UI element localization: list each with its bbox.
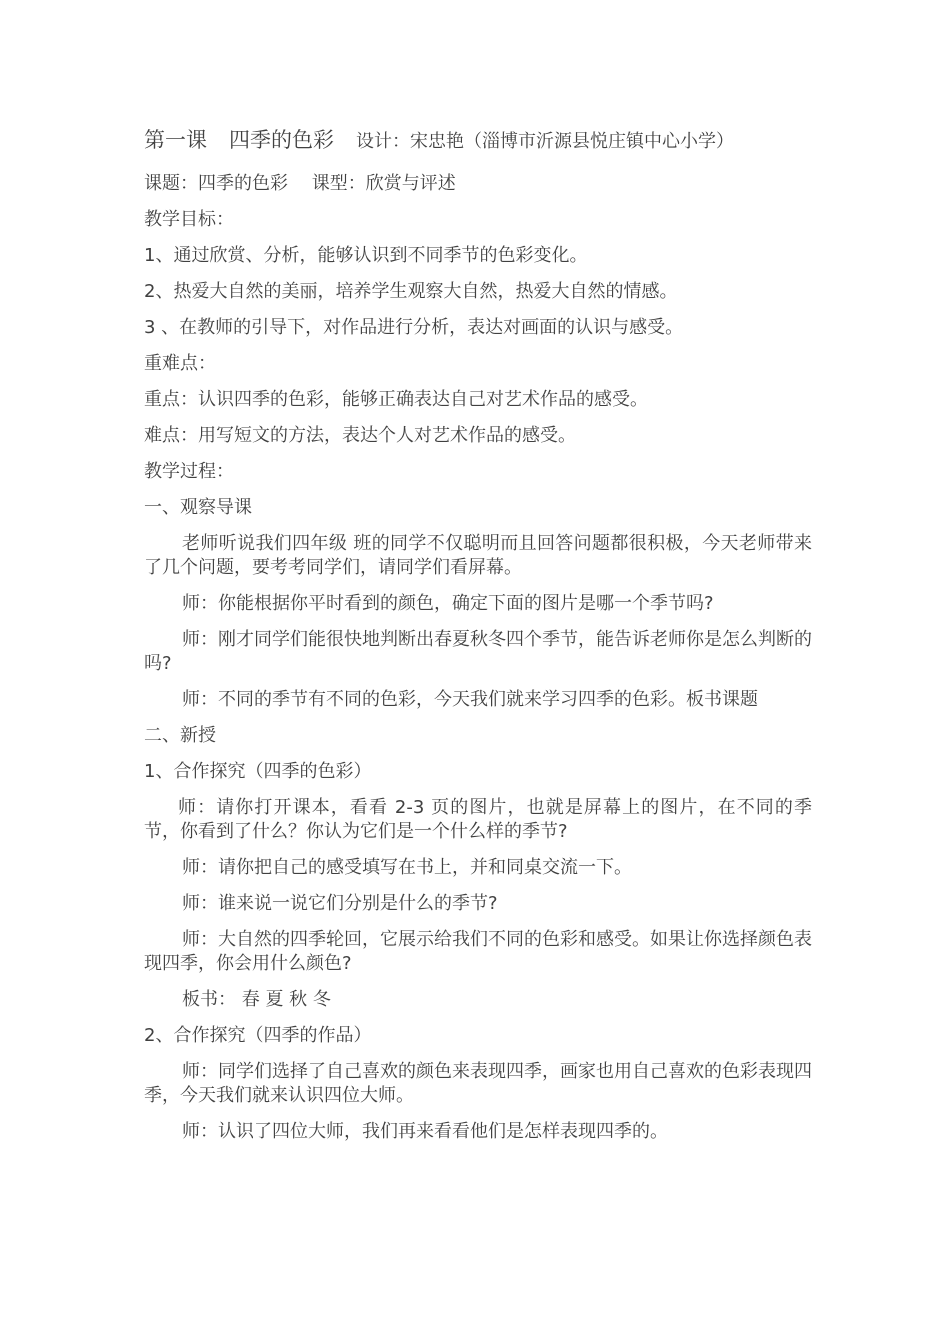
section-heading: 教学目标： (144, 209, 234, 230)
designer-credit: 设计：宋忠艳（淄博市沂源县悦庄镇中心小学） (356, 131, 734, 152)
difficult-point: 难点：用写短文的方法，表达个人对艺术作品的感受。 (144, 425, 576, 446)
paragraph: 师：大自然的四季轮回，它展示给我们不同的色彩和感受。如果让你选择颜色表现四季，你会用什么颜色? (144, 929, 812, 974)
subsection-heading: 2、合作探究（四季的作品） (144, 1025, 372, 1046)
paragraph: 师：请你打开课本，看看 2-3 页的图片，也就是屏幕上的图片，在不同的季节，你看到了什么？你认为它们是一个什么样的季节? (144, 797, 812, 842)
section-heading: 教学过程： (144, 461, 234, 482)
paragraph: 师：谁来说一说它们分别是什么的季节? (182, 893, 498, 914)
document-page (144, 118, 812, 1156)
paragraph: 师：认识了四位大师，我们再来看看他们是怎样表现四季的。 (182, 1121, 668, 1142)
paragraph: 老师听说我们四年级 班的同学不仅聪明而且回答问题都很积极，今天老师带来了几个问题，要考考同学们，请同学们看屏幕。 (144, 533, 812, 578)
paragraph: 师：请你把自己的感受填写在书上，并和同桌交流一下。 (182, 857, 632, 878)
objective-item: 3 、在教师的引导下，对作品进行分析，表达对画面的认识与感受。 (144, 317, 684, 338)
key-point: 重点：认识四季的色彩，能够正确表达自己对艺术作品的感受。 (144, 389, 648, 410)
lesson-type-line: 课题：四季的色彩 课型：欣赏与评述 (144, 173, 456, 194)
lesson-number: 第一课 (144, 128, 207, 152)
section-heading: 重难点： (144, 353, 216, 374)
subsection-heading: 一、观察导课 (144, 497, 252, 518)
objective-item: 1、通过欣赏、分析，能够认识到不同季节的色彩变化。 (144, 245, 588, 266)
paragraph: 师：刚才同学们能很快地判断出春夏秋冬四个季节，能告诉老师你是怎么判断的吗? (144, 629, 812, 674)
document-title (144, 118, 812, 164)
paragraph: 师：不同的季节有不同的色彩，今天我们就来学习四季的色彩。板书课题 (182, 689, 758, 710)
lesson-topic: 四季的色彩 (229, 128, 334, 152)
paragraph: 师：同学们选择了自己喜欢的颜色来表现四季，画家也用自己喜欢的色彩表现四季，今天我们就来认识四位大师。 (144, 1061, 812, 1106)
subsection-heading: 二、新授 (144, 725, 216, 746)
board-note: 板书： 春 夏 秋 冬 (182, 989, 331, 1010)
objective-item: 2、热爱大自然的美丽，培养学生观察大自然，热爱大自然的情感。 (144, 281, 678, 302)
paragraph: 师：你能根据你平时看到的颜色，确定下面的图片是哪一个季节吗? (182, 593, 714, 614)
subsection-heading: 1、合作探究（四季的色彩） (144, 761, 372, 782)
